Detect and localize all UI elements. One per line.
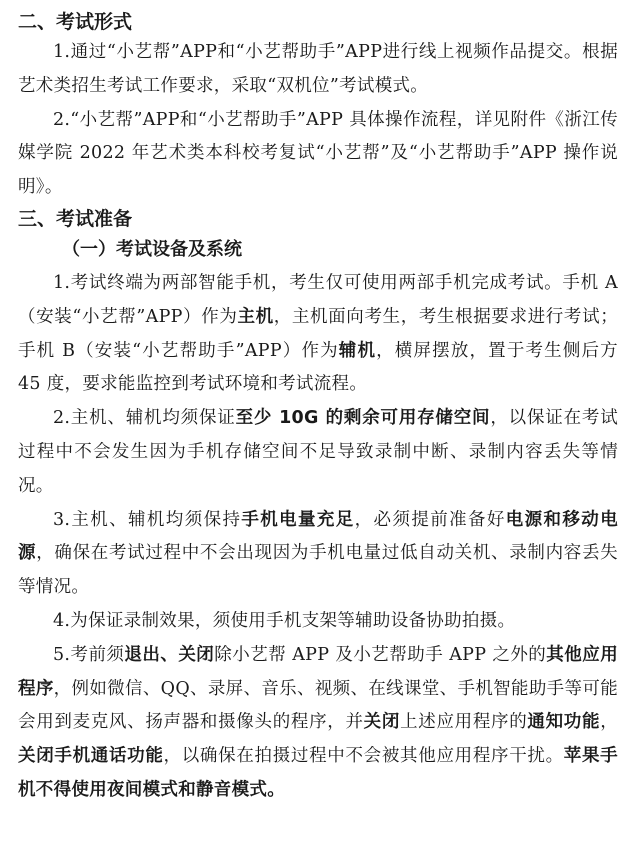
text-run: 5.考前须 (53, 644, 125, 665)
text-run: ，例如微信、QQ、录屏、音乐、视频、在线课堂、手机智能助手等可能会用到麦克风、扬声器和摄像头的程序，并 (18, 678, 618, 733)
section-3-heading: 三、考试准备 (18, 207, 133, 230)
text-run: 2.主机、辅机均须保证 (53, 408, 236, 429)
text-run: ，确保在考试过程中不会出现因为手机电量过低自动关机、录制内容丢失等情况。 (18, 543, 618, 598)
bold-run: 手机电量充足 (241, 509, 355, 530)
bold-run: 退出、关闭 (124, 644, 215, 665)
section-3-subheading: （一）考试设备及系统 (62, 238, 242, 260)
bold-run: 电源和移动电源 (18, 509, 618, 564)
section-3-paragraph-3 (18, 504, 618, 605)
bold-run: 通知功能 (527, 712, 601, 733)
section-3-paragraph-5 (18, 639, 618, 808)
text-run: 除小艺帮 APP 及小艺帮助手 APP 之外的 (214, 644, 547, 665)
text-run: 1.考试终端为两部智能手机，考生仅可使用两部手机完成考试。手机 A（安装“小艺帮”APP）作为 (18, 272, 618, 327)
bold-run: 其他应用程序 (18, 644, 619, 699)
text-run: ，必须提前准备好 (354, 509, 506, 530)
text-run: ， (600, 712, 619, 733)
bold-run: 关闭 (363, 712, 401, 733)
text-run: ，以确保在拍摄过程中不会被其他应用程序干扰。 (163, 746, 564, 767)
text-run: 3.主机、辅机均须保持 (53, 509, 242, 530)
text-run: ，主机面向考生，考生根据要求进行考试；手机 B（安装“小艺帮助手”APP）作为 (18, 306, 619, 361)
section-3-paragraph-2 (18, 402, 618, 503)
bold-run: 主机 (237, 306, 274, 327)
bold-run: 至少 10G 的剩余可用存储空间 (235, 408, 491, 429)
bold-run: 苹果手机不得使用夜间模式和静音模式。 (18, 746, 618, 800)
bold-run: 关闭手机通话功能 (18, 746, 164, 767)
section-2-paragraph-1: 1.通过“小艺帮”APP和“小艺帮助手”APP进行线上视频作品提交。根据艺术类招生考试工作要求，采取“双机位”考试模式。 (18, 42, 618, 96)
text-run: ，以保证在考试过程中不会发生因为手机存储空间不足导致录制中断、录制内容丢失等情况。 (18, 408, 618, 496)
bold-run: 辅机 (338, 340, 377, 361)
section-3-paragraph-4: 4.为保证录制效果，须使用手机支架等辅助设备协助拍摄。 (53, 610, 516, 631)
section-2-paragraph-2: 2.“小艺帮”APP和“小艺帮助手”APP 具体操作流程，详见附件《浙江传媒学院 2022 年艺术类本科校考复试“小艺帮”及“小艺帮助手”APP 操作说明》。 (18, 109, 618, 198)
text-run: 上述应用程序的 (400, 712, 528, 733)
text-run: ，横屏摆放，置于考生侧后方 45 度，要求能监控到考试环境和考试流程。 (18, 340, 618, 395)
section-2-heading: 二、考试形式 (18, 11, 133, 33)
section-3-paragraph-1 (18, 267, 618, 402)
